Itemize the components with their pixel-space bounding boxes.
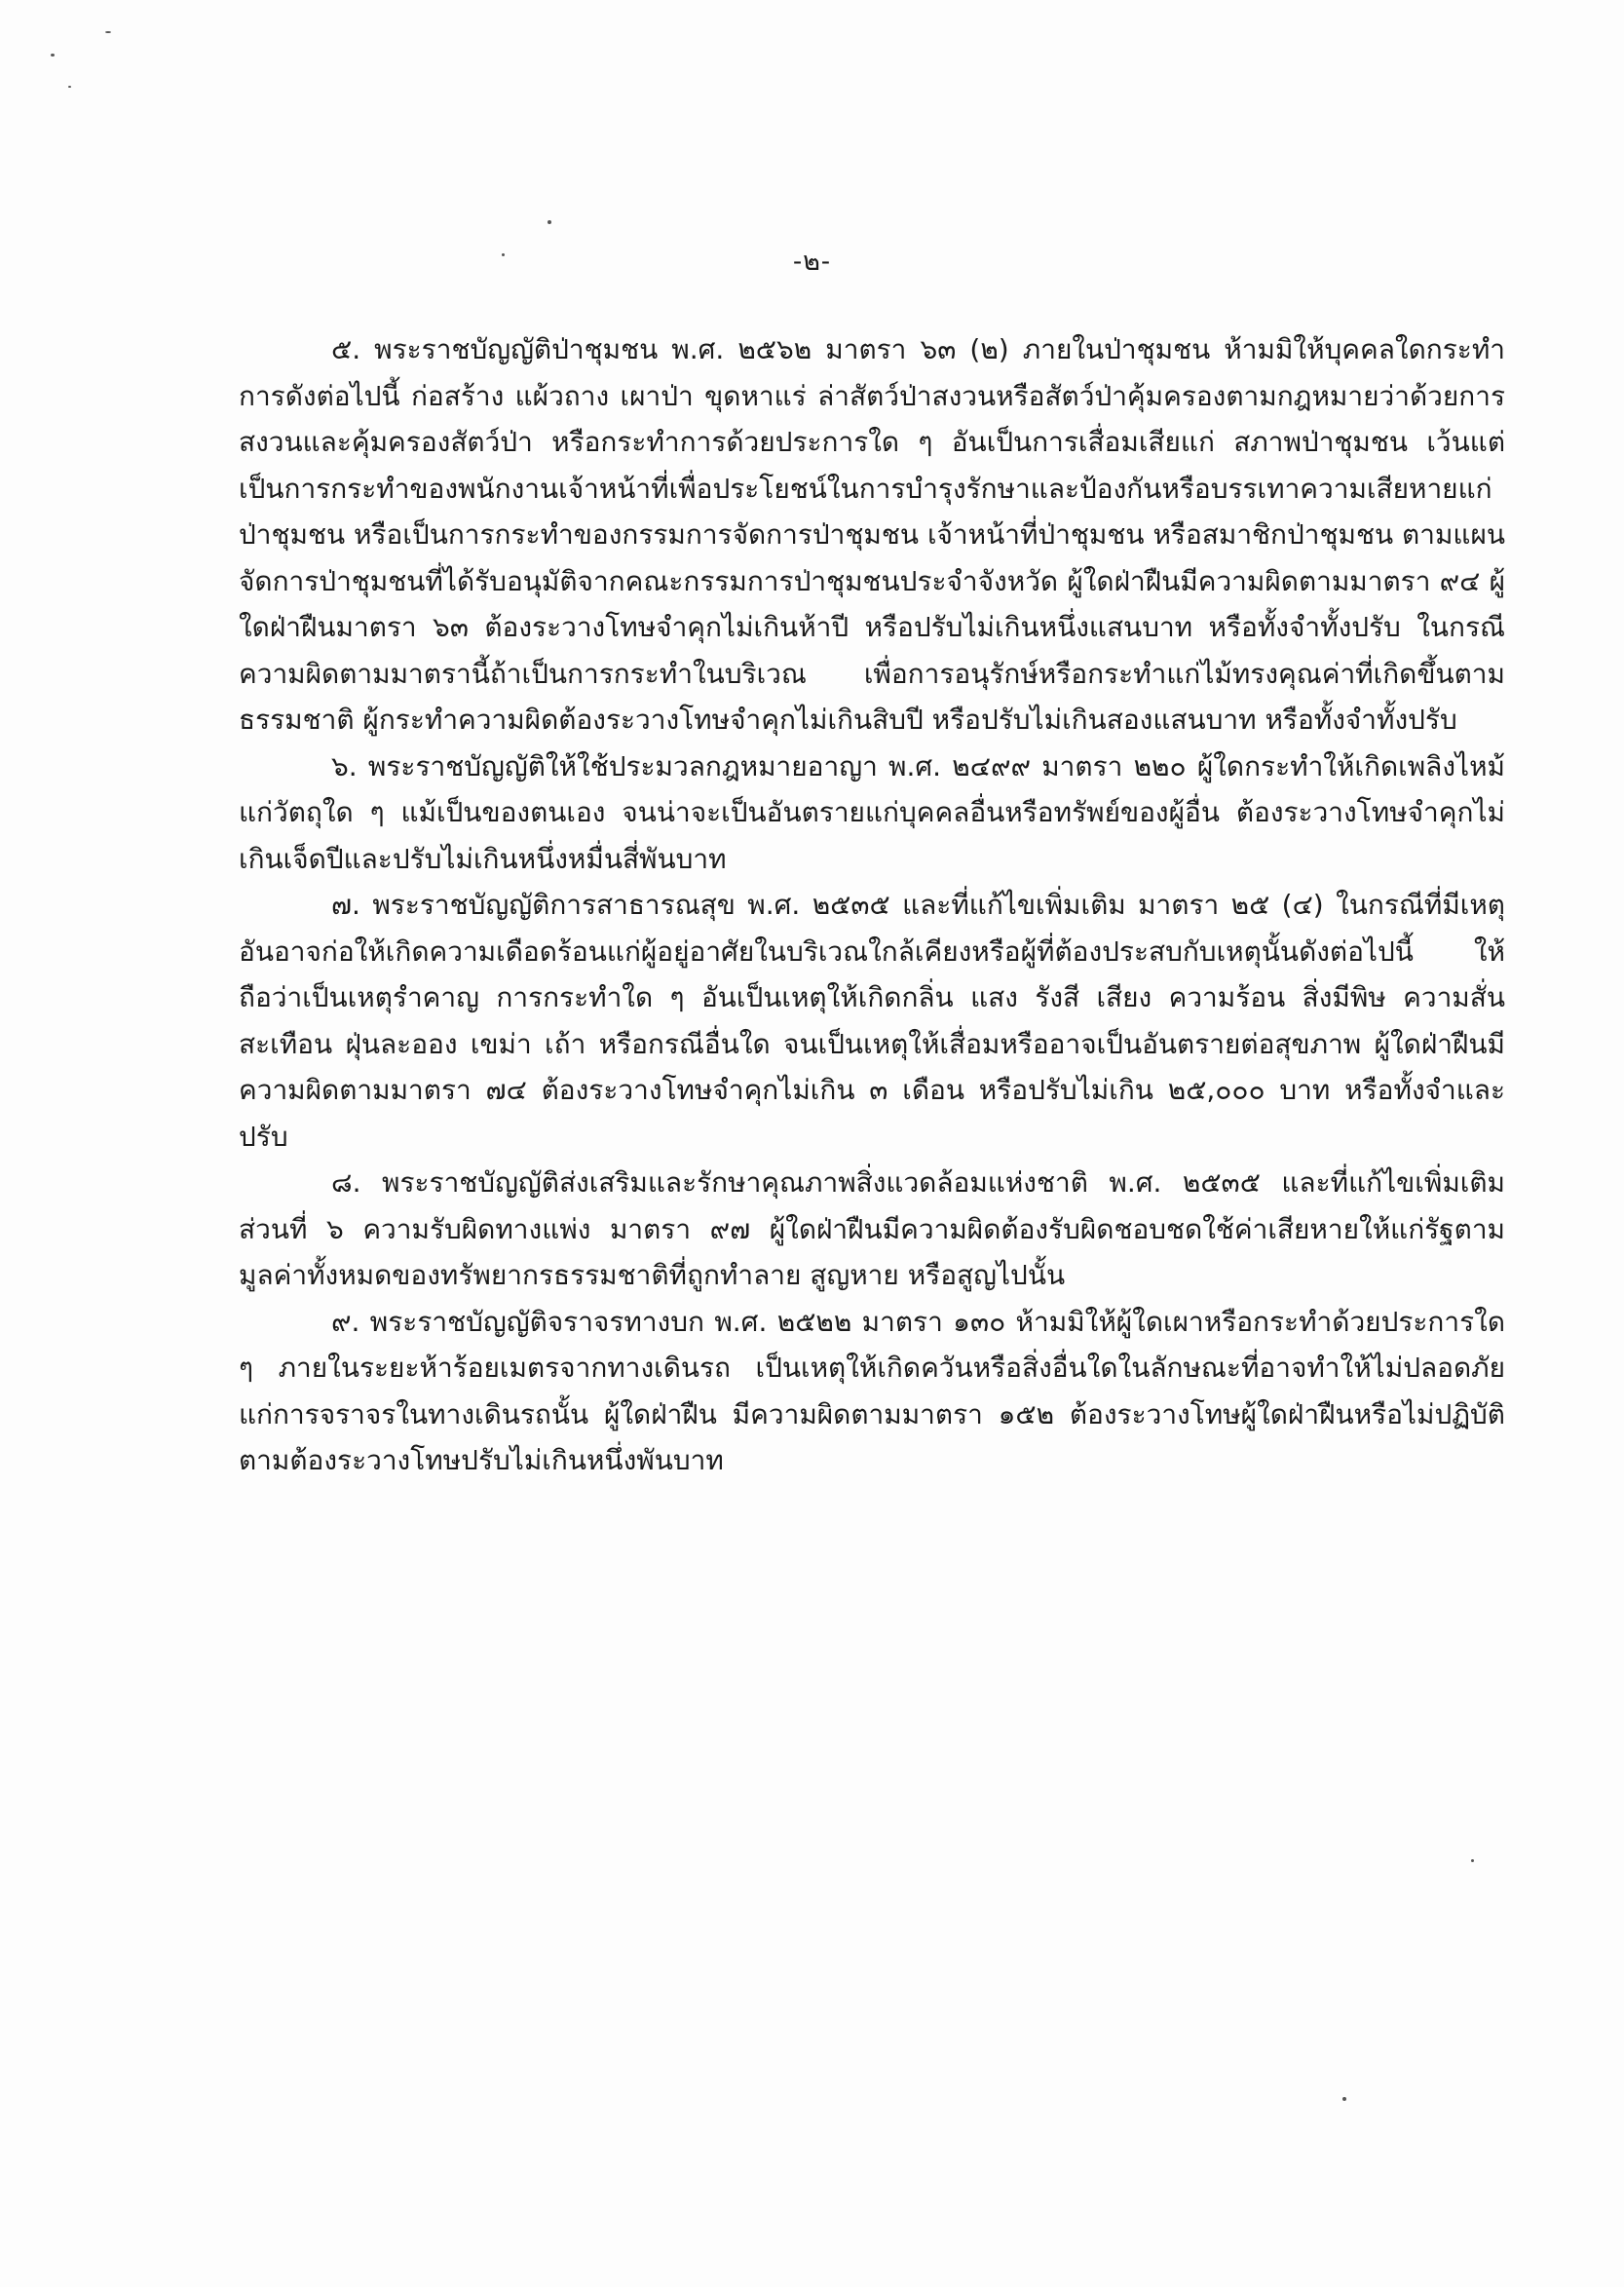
paragraph-8: ๘. พระราชบัญญัติส่งเสริมและรักษาคุณภาพสิ่งแวดล้อมแห่งชาติ พ.ศ. ๒๕๓๕ และที่แก้ไขเพิ่มเติมส่วนที่ ๖ ความรับผิดทางแพ่ง มาตรา ๙๗ ผู้ใดฝ่าฝืนมีความผิดต้องรับผิดชอบชดใช้ค่าเสียหายให้แก่รัฐตามมูลค่าทั้งหมดของทรัพยากรธรรมชาติที่ถูกทำลาย สูญหาย หรือสูญไปนั้น (239, 1166, 1505, 1291)
paragraph-5: ๕. พระราชบัญญัติป่าชุมชน พ.ศ. ๒๕๖๒ มาตรา ๖๓ (๒) ภายในป่าชุมชน ห้ามมิให้บุคคลใดกระทำการดังต่อไปนี้ ก่อสร้าง แผ้วถาง เผาป่า ขุดหาแร่ ล่าสัตว์ป่าสงวนหรือสัตว์ป่าคุ้มครองตามกฎหมายว่าด้วยการสงวนและคุ้มครองสัตว์ป่า หรือกระทำการด้วยประการใด ๆ อันเป็นการเสื่อมเสียแก่ สภาพป่าชุมชน เว้นแต่เป็นการกระทำของพนักงานเจ้าหน้าที่เพื่อประโยชน์ในการบำรุงรักษาและป้องกันหรือบรรเทาความเสียหายแก่ป่าชุมชน หรือเป็นการกระทำของกรรมการจัดการป่าชุมชน เจ้าหน้าที่ป่าชุมชน หรือสมาชิกป่าชุมชน ตามแผนจัดการป่าชุมชนที่ได้รับอนุมัติจากคณะกรรมการป่าชุมชนประจำจังหวัด ผู้ใดฝ่าฝืนมีความผิดตามมาตรา ๙๔ ผู้ใดฝ่าฝืนมาตรา ๖๓ ต้องระวางโทษจำคุกไม่เกินห้าปี หรือปรับไม่เกินหนึ่งแสนบาท หรือทั้งจำทั้งปรับ ในกรณีความผิดตามมาตรานี้ถ้าเป็นการกระทำในบริเวณ เพื่อการอนุรักษ์หรือกระทำแก่ไม้ทรงคุณค่าที่เกิดขึ้นตามธรรมชาติ ผู้กระทำความผิดต้องระวางโทษจำคุกไม่เกินสิบปี หรือปรับไม่เกินสองแสนบาท หรือทั้งจำทั้งปรับ (239, 333, 1505, 736)
paragraph-6: ๖. พระราชบัญญัติให้ใช้ประมวลกฎหมายอาญา พ.ศ. ๒๔๙๙ มาตรา ๒๒๐ ผู้ใดกระทำให้เกิดเพลิงไหม้แก่วัตถุใด ๆ แม้เป็นของตนเอง จนน่าจะเป็นอันตรายแก่บุคคลอื่นหรือทรัพย์ของผู้อื่น ต้องระวางโทษจำคุกไม่เกินเจ็ดปีและปรับไม่เกินหนึ่งหมื่นสี่พันบาท (239, 749, 1505, 875)
scan-speck (105, 31, 111, 33)
scan-speck (1471, 1859, 1474, 1862)
scan-speck (1342, 2097, 1346, 2101)
paragraph-7: ๗. พระราชบัญญัติการสาธารณสุข พ.ศ. ๒๕๓๕ และที่แก้ไขเพิ่มเติม มาตรา ๒๕ (๔) ในกรณีที่มีเหตุอันอาจก่อให้เกิดความเดือดร้อนแก่ผู้อยู่อาศัยในบริเวณใกล้เคียงหรือผู้ที่ต้องประสบกับเหตุนั้นดังต่อไปนี้ ให้ถือว่าเป็นเหตุรำคาญ การกระทำใด ๆ อันเป็นเหตุให้เกิดกลิ่น แสง รังสี เสียง ความร้อน สิ่งมีพิษ ความสั่นสะเทือน ฝุ่นละออง เขม่า เถ้า หรือกรณีอื่นใด จนเป็นเหตุให้เสื่อมหรืออาจเป็นอันตรายต่อสุขภาพ ผู้ใดฝ่าฝืนมีความผิดตามมาตรา ๗๔ ต้องระวางโทษจำคุกไม่เกิน ๓ เดือน หรือปรับไม่เกิน ๒๕,๐๐๐ บาท หรือทั้งจำและปรับ (239, 889, 1505, 1153)
scan-speck (51, 54, 55, 57)
paragraph-9: ๙. พระราชบัญญัติจราจรทางบก พ.ศ. ๒๕๒๒ มาตรา ๑๓๐ ห้ามมิให้ผู้ใดเผาหรือกระทำด้วยประการใด ๆ ภายในระยะห้าร้อยเมตรจากทางเดินรถ เป็นเหตุให้เกิดควันหรือสิ่งอื่นใดในลักษณะที่อาจทำให้ไม่ปลอดภัยแก่การจราจรในทางเดินรถนั้น ผู้ใดฝ่าฝืน มีความผิดตามมาตรา ๑๕๒ ต้องระวางโทษผู้ใดฝ่าฝืนหรือไม่ปฏิบัติตามต้องระวางโทษปรับไม่เกินหนึ่งพันบาท (239, 1305, 1505, 1476)
scan-speck (68, 86, 71, 88)
page-number: -๒- (792, 247, 832, 277)
document-body (239, 326, 1505, 1484)
scan-speck (548, 220, 551, 224)
